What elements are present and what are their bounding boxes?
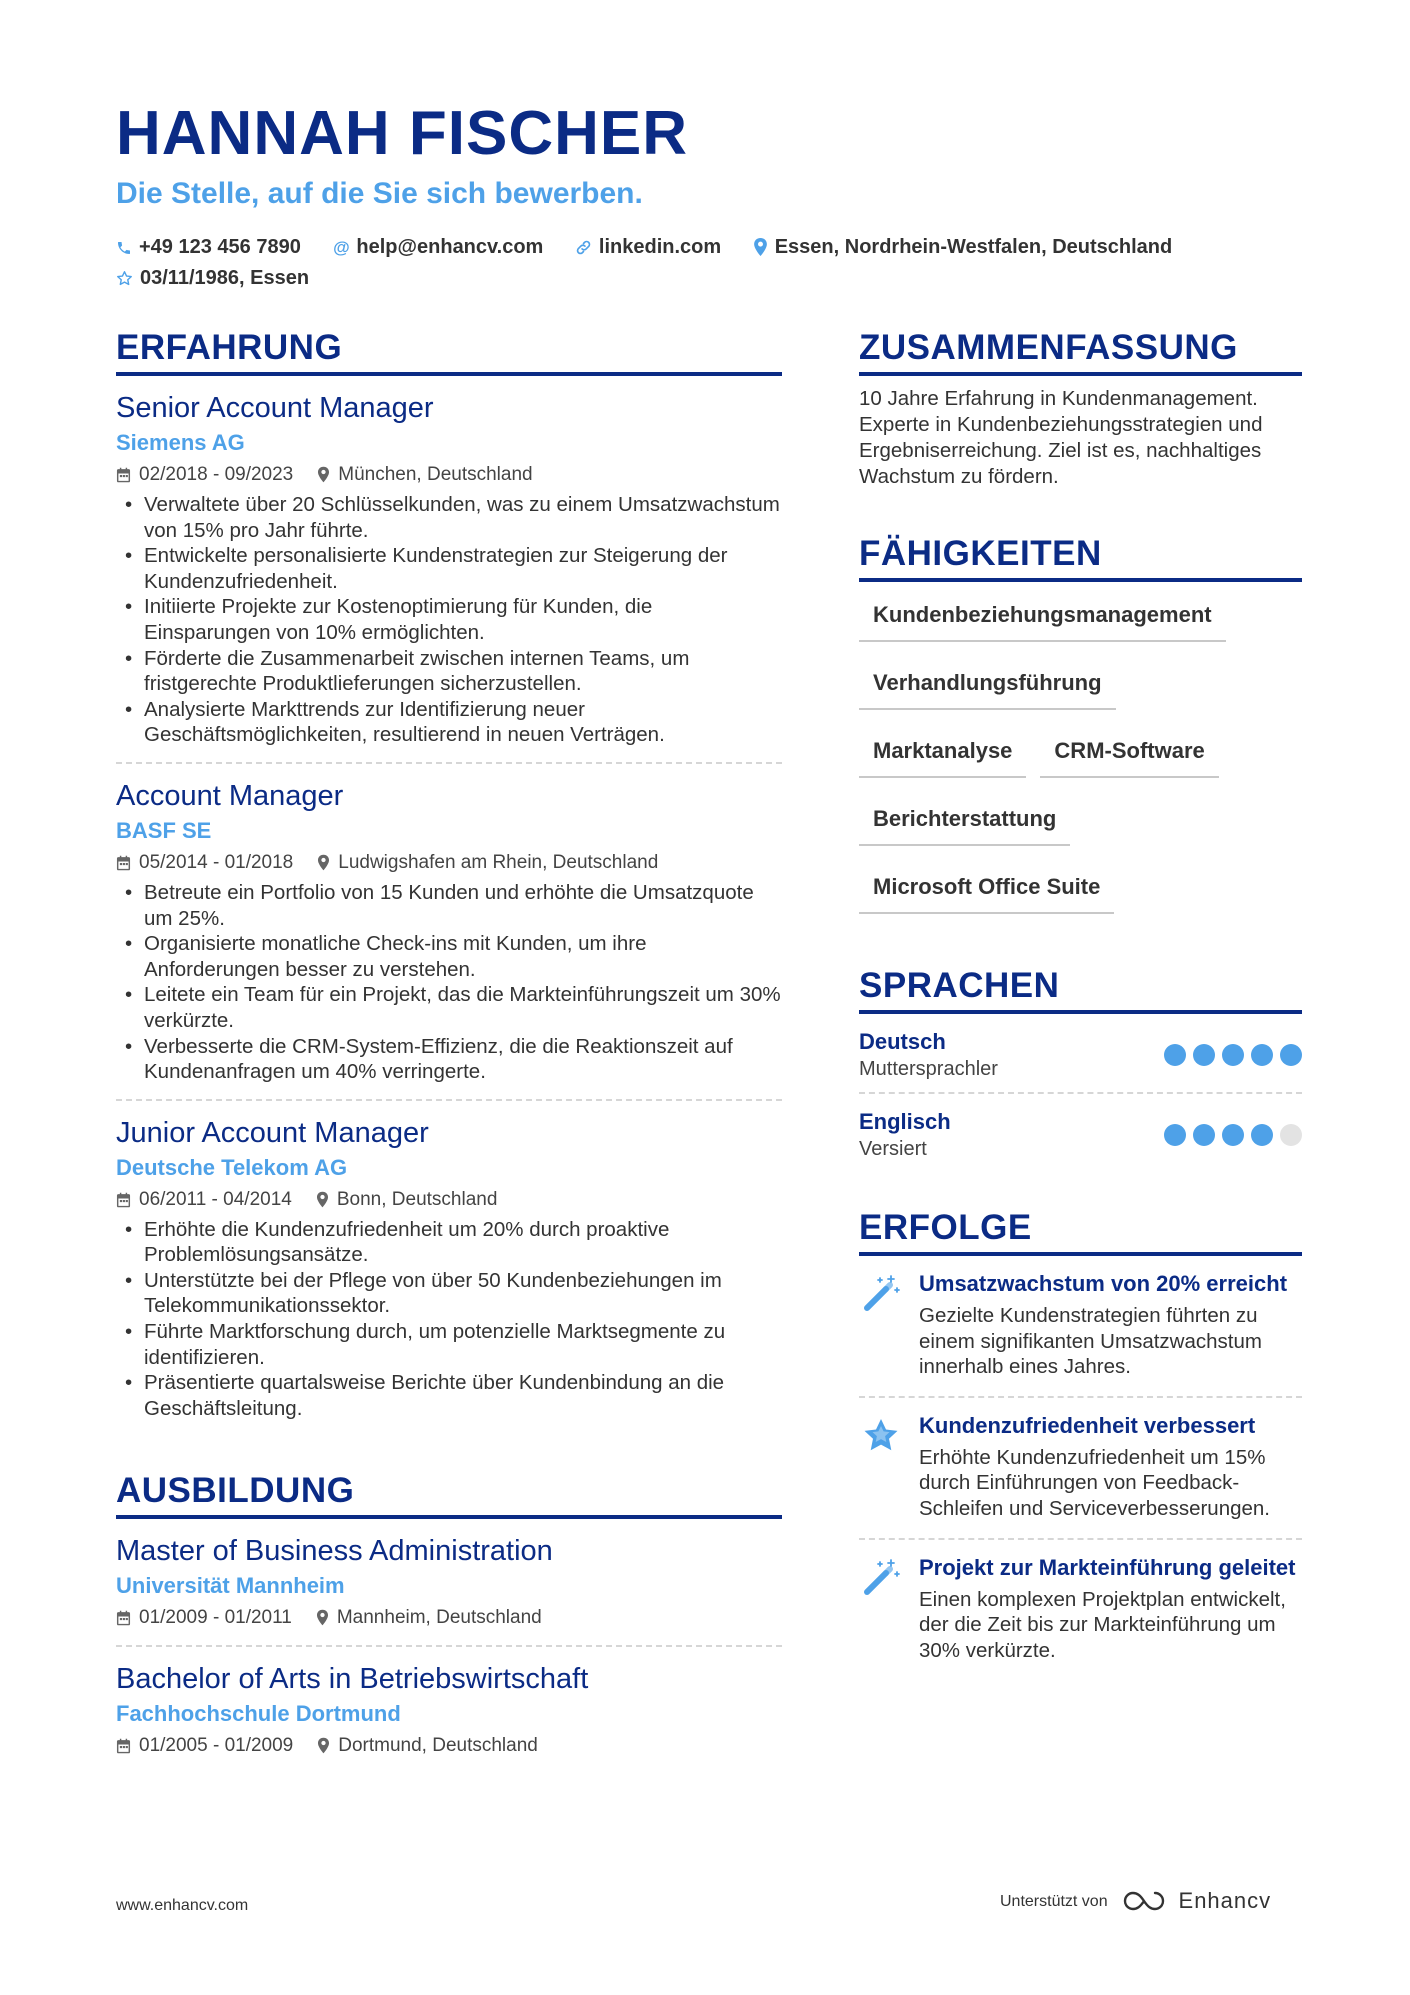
language-entry [859,1094,1302,1172]
location-text: Essen, Nordrhein-Westfalen, Deutschland [774,236,1173,258]
company-name: Siemens AG [116,430,245,455]
summary-text: 10 Jahre Erfahrung in Kundenmanagement. Experte in Kundenbeziehungsstrategien und Ergebniserreichung. Ziel ist es, nachhaltiges Wachstum zu fördern. [859,387,1263,488]
bullet-item: • Verbesserte die CRM-System-Effizienz, die die Reaktionszeit auf Kundenanfragen um 40% verringerte. [116,1034,782,1085]
experience-entry [116,764,782,1101]
experience-entry [116,376,782,764]
achievements-section-title: ERFOLGE [859,1206,1302,1256]
birth-text: 03/11/1986, Essen [140,267,310,289]
bullet-item: • Erhöhte die Kundenzufriedenheit um 20% durch proaktive Problemlösungsansätze. [116,1217,782,1268]
language-rating [1157,1124,1302,1151]
link-icon [575,239,592,256]
enhancv-logo-icon [1122,1889,1168,1913]
dates-text: 06/2011 - 04/2014 [139,1188,292,1210]
magic-wand-icon [861,1558,901,1598]
entry-meta [116,462,782,488]
job-title: Junior Account Manager [116,1116,429,1149]
language-name: Deutsch [859,1029,946,1054]
location-pin-icon [317,466,330,483]
language-level: Versiert [859,1138,927,1160]
entry-location [316,1187,498,1213]
achievement-entry [859,1540,1302,1680]
contact-email[interactable] [332,232,543,263]
achievements-list [859,1256,1302,1679]
footer-powered-by [1000,1888,1271,1914]
rating-dot [1164,1124,1186,1146]
linkedin-text: linkedin.com [598,236,722,258]
entry-dates [116,1605,292,1631]
entry-dates [116,1733,293,1759]
entry-location [316,1605,542,1631]
entry-meta [116,850,782,876]
location-pin-icon [316,1609,329,1626]
experience-entry [116,1101,782,1436]
email-text: help@enhancv.com [356,236,544,258]
summary-section-title: ZUSAMMENFASSUNG [859,326,1302,376]
skill-tag: Marktanalyse [859,736,1026,778]
location-pin-icon [317,1737,330,1754]
skill-tag: Kundenbeziehungsmanagement [859,600,1226,642]
skill-tag: Microsoft Office Suite [859,872,1114,914]
entry-dates [116,462,293,488]
degree-title: Bachelor of Arts in Betriebswirtschaft [116,1663,589,1696]
rating-dot [1251,1124,1273,1146]
bullet-item: • Verwaltete über 20 Schlüsselkunden, was zu einem Umsatzwachstum von 15% pro Jahr führte. [116,492,782,543]
languages-section-title: SPRACHEN [859,964,1302,1014]
entry-meta [116,1605,782,1631]
language-level: Muttersprachler [859,1058,998,1080]
footer-website[interactable]: www.enhancv.com [116,1897,249,1914]
entry-location [317,850,658,876]
achievement-description: Erhöhte Kundenzufriedenheit um 15% durch Einführungen von Feedback-Schleifen und Serviceverbesserungen. [919,1445,1270,1520]
bullet-item: • Betreute ein Portfolio von 15 Kunden und erhöhte die Umsatzquote um 25%. [116,880,782,931]
rating-dot [1280,1044,1302,1066]
achievement-title: Kundenzufriedenheit verbessert [919,1412,1256,1438]
company-name: BASF SE [116,817,212,843]
achievement-title: Projekt zur Markteinführung geleitet [919,1554,1296,1580]
experience-list [116,376,782,1435]
bullet-item: • Führte Marktforschung durch, um potenzielle Marktsegmente zu identifizieren. [116,1319,782,1370]
rating-dot [1251,1044,1273,1066]
calendar-icon [116,1738,131,1754]
candidate-name: HANNAH FISCHER [116,99,688,168]
bullet-item: • Analysierte Markttrends zur Identifizierung neuer Geschäftsmöglichkeiten, resultierend in neuen Verträgen. [116,697,782,748]
location-text: Ludwigshafen am Rhein, Deutschland [338,851,659,873]
rating-dot [1222,1124,1244,1146]
skill-tag: Verhandlungsführung [859,668,1116,710]
rating-dot [1222,1044,1244,1066]
languages-list [859,1014,1302,1172]
education-list [116,1519,782,1773]
brand-name: Enhancv [1178,1888,1272,1913]
job-title: Account Manager [116,779,344,812]
job-bullets [116,492,782,748]
location-text: München, Deutschland [338,464,533,485]
achievement-title: Umsatzwachstum von 20% erreicht [919,1271,1288,1296]
location-pin-icon [316,1191,329,1208]
left-column [116,326,782,1773]
bullet-item: • Präsentierte quartalsweise Berichte über Kundenbindung an die Geschäftsleitung. [116,1370,782,1421]
education-section-title: AUSBILDUNG [116,1469,782,1519]
location-text: Bonn, Deutschland [336,1188,498,1210]
education-entry [116,1647,782,1773]
rating-dot [1193,1044,1215,1066]
location-text: Dortmund, Deutschland [338,1735,538,1757]
calendar-icon [116,1192,131,1208]
phone-icon [116,240,132,256]
skill-tag: CRM-Software [1040,736,1218,778]
contact-location [753,232,1173,263]
experience-section-title: ERFAHRUNG [116,326,782,376]
resume-header [116,96,1296,294]
achievement-entry [859,1398,1302,1540]
dates-text: 01/2009 - 01/2011 [139,1607,292,1629]
location-text: Mannheim, Deutschland [336,1607,542,1629]
bullet-item: • Unterstützte bei der Pflege von über 50 Kundenbeziehungen im Telekommunikationssektor. [116,1268,782,1319]
skills-list [859,600,1302,940]
school-name: Universität Mannheim [116,1573,345,1599]
entry-dates [116,1187,292,1213]
bullet-item: • Förderte die Zusammenarbeit zwischen internen Teams, um fristgerechte Produktlieferungen sicherzustellen. [116,646,782,697]
achievement-description: Einen komplexen Projektplan entwickelt, der die Zeit bis zur Markteinführung um 30% verkürzte. [919,1587,1286,1662]
phone-text: +49 123 456 7890 [139,236,301,258]
bullet-item: • Organisierte monatliche Check-ins mit Kunden, um ihre Anforderungen besser zu verstehen. [116,931,782,982]
bullet-item: • Leitete ein Team für ein Projekt, das die Markteinführungszeit um 30% verkürzte. [116,982,782,1033]
calendar-icon [116,1610,131,1626]
magic-wand-icon [861,1274,901,1314]
dates-text: 05/2014 - 01/2018 [139,851,294,873]
achievement-entry [859,1256,1302,1398]
language-entry [859,1014,1302,1094]
powered-by-text: Unterstützt von [1000,1893,1108,1910]
skills-section-title: FÄHIGKEITEN [859,532,1302,582]
location-pin-icon [753,238,768,256]
contact-phone[interactable] [116,232,301,263]
job-bullets [116,880,782,1085]
achievement-description: Gezielte Kundenstrategien führten zu einem signifikanten Umsatzwachstum innerhalb eines Jahres. [919,1304,1262,1379]
bullet-item: • Entwickelte personalisierte Kundenstrategien zur Steigerung der Kundenzufriedenheit. [116,543,782,594]
location-pin-icon [317,854,330,871]
dates-text: 02/2018 - 09/2023 [139,464,294,485]
entry-meta [116,1733,782,1759]
target-role: Die Stelle, auf die Sie sich bewerben. [116,177,643,210]
at-icon: @ [333,238,350,257]
contact-info [116,232,1296,294]
skill-tag: Berichterstattung [859,804,1070,846]
education-entry [116,1519,782,1647]
bullet-item: • Initiierte Projekte zur Kostenoptimierung für Kunden, die Einsparungen von 10% ermöglichten. [116,594,782,645]
rating-dot [1280,1124,1302,1146]
job-title: Senior Account Manager [116,392,434,424]
degree-title: Master of Business Administration [116,1535,553,1568]
contact-birth [116,263,309,294]
company-name: Deutsche Telekom AG [116,1154,348,1180]
calendar-icon [116,467,131,483]
right-column [859,326,1302,1679]
entry-dates [116,850,293,876]
language-name: Englisch [859,1109,951,1134]
star-icon [861,1416,901,1456]
rating-dot [1164,1044,1186,1066]
job-bullets [116,1217,782,1422]
entry-location [317,1733,538,1759]
star-outline-icon [116,270,133,287]
language-rating [1157,1044,1302,1071]
entry-location [317,462,532,488]
school-name: Fachhochschule Dortmund [116,1701,401,1727]
dates-text: 01/2005 - 01/2009 [139,1735,294,1757]
calendar-icon [116,855,131,871]
entry-meta [116,1187,782,1213]
rating-dot [1193,1124,1215,1146]
contact-linkedin[interactable] [575,232,721,263]
